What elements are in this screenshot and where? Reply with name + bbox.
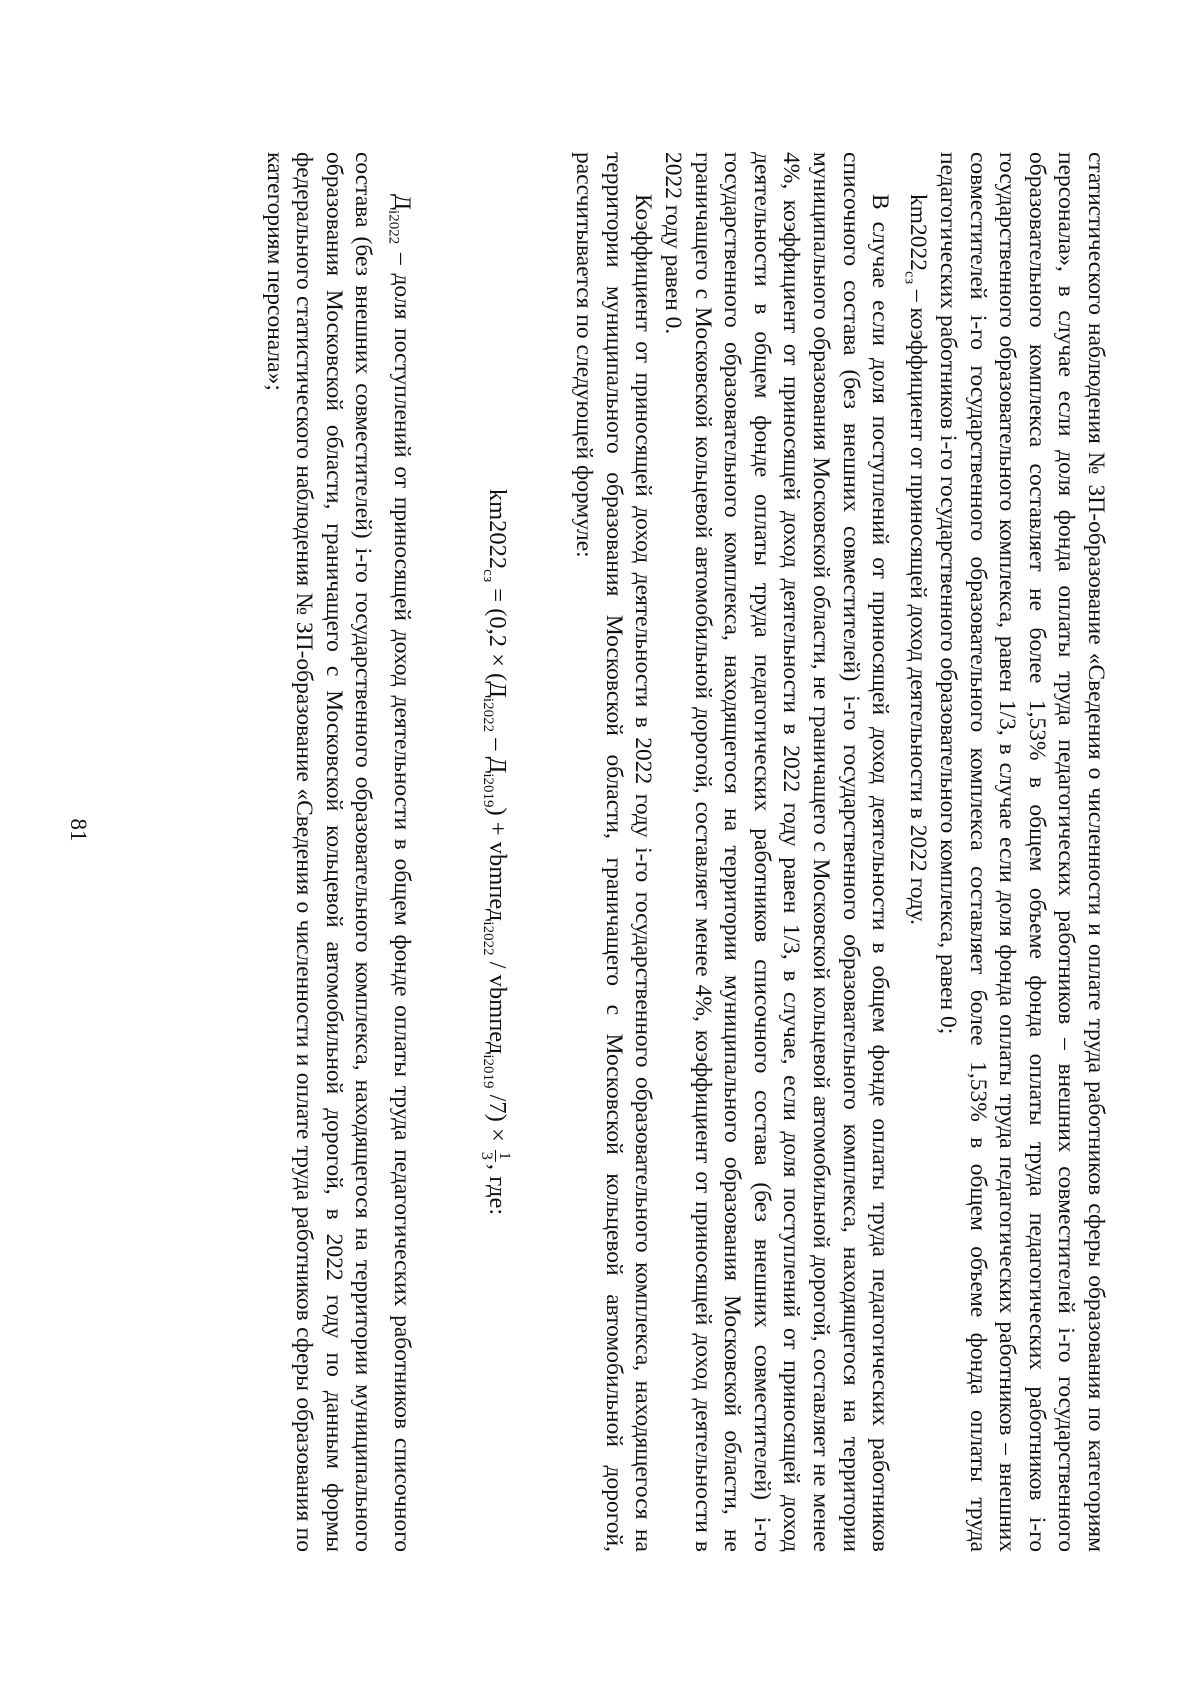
- coefficient-variable: km2022: [905, 194, 932, 272]
- formula-part: /7) ×: [483, 1088, 511, 1142]
- fraction-numerator: 1: [495, 1151, 513, 1160]
- formula: [468, 152, 517, 1552]
- formula-lhs: km2022: [483, 488, 511, 570]
- formula-part: / vbmпед: [483, 955, 511, 1055]
- page-number: 81: [66, 818, 91, 842]
- coefficient-subscript: сз: [901, 271, 918, 284]
- formula-subscript: i2019: [479, 773, 496, 808]
- formula-subscript: i2019: [479, 1054, 496, 1089]
- paragraph-coefficient-definition: [894, 152, 932, 1552]
- formula-fraction: [478, 1150, 513, 1162]
- formula-subscript: i2022: [479, 697, 496, 733]
- spacer: [416, 152, 468, 1552]
- document-body: [150, 152, 1110, 1552]
- formula-part: ) + vbmпед: [483, 807, 511, 922]
- variable-definition-text: – доля поступлений от приносящей доход деятельности в общем фонде оплаты труда педагогических работников списочного состава (без внешних совместителей) i-го государственного образовательного комплекса, находящегося на территории муниципального образования Московской области, граничащего с Московской кольцевой автомобильной дорогой, в 2022 году по данным формы федерального статистического наблюдения № ЗП-образование «Сведения о численности и оплате труда работников сферы образования по категориям персонала»;: [261, 152, 415, 1552]
- paragraph-formula-intro: Коэффициент от приносящей доход деятельности в 2022 году i-го государственного образовательного комплекса, находящегося на территории муниципального образования Московской области, граничащего с Московской кольцевой автомобильной дорогой, рассчитывается по следующей формуле:: [571, 152, 657, 1552]
- variable-symbol: Д: [388, 194, 415, 211]
- spacer: [517, 152, 569, 1552]
- paragraph-condition: В случае если доля поступлений от приносящей доход деятельности в общем фонде оплаты труда педагогических работников списочного состава (без внешних совместителей) i-го государственного образовательного комплекса, находящегося на территории муниципального образования Московской области, не граничащего с Московской кольцевой автомобильной дорогой, составляет не менее 4%, коэффициент от приносящей доход деятельности в 2022 году равен 1/3, в случае, если доля поступлений от приносящей доход деятельности в общем фонде оплаты труда педагогических работников списочного состава (без внешних совместителей) i-го государственного образовательного комплекса, находящегося на территории муниципального образования Московской области, не граничащего с Московской кольцевой автомобильной дорогой, составляет менее 4%, коэффициент от приносящей доход деятельности в 2022 году равен 0.: [660, 152, 894, 1552]
- fraction-denominator: 3: [477, 1151, 495, 1160]
- formula-part: – Д: [483, 732, 511, 774]
- formula-part: = (0,2 × (Д: [483, 582, 511, 698]
- variable-subscript: i2022: [385, 210, 402, 245]
- formula-lhs-subscript: сз: [479, 569, 496, 583]
- paragraph-variable-definition: [259, 152, 416, 1552]
- formula-tail: , где:: [483, 1163, 511, 1216]
- coefficient-definition-text: – коэффициент от приносящей доход деятельности в 2022 году.: [905, 284, 932, 926]
- formula-subscript: i2022: [479, 921, 496, 956]
- paragraph-continuation: статистического наблюдения № ЗП-образование «Сведения о численности и оплате труда работников сферы образования по категориям персонала», в случае если доля фонда оплаты труда педагогических работников – внешних совместителей i-го государственного образовательного комплекса составляет не более 1,53% в общем объеме фонда оплаты труда педагогических работников i-го государственного образовательного комплекса, равен 1/3, в случае если доля фонда оплаты труда педагогических работников – внешних совместителей i-го государственного образовательного комплекса составляет более 1,53% в общем объеме фонда оплаты труда педагогических работников i-го государственного образовательного комплекса, равен 0;: [935, 152, 1109, 1552]
